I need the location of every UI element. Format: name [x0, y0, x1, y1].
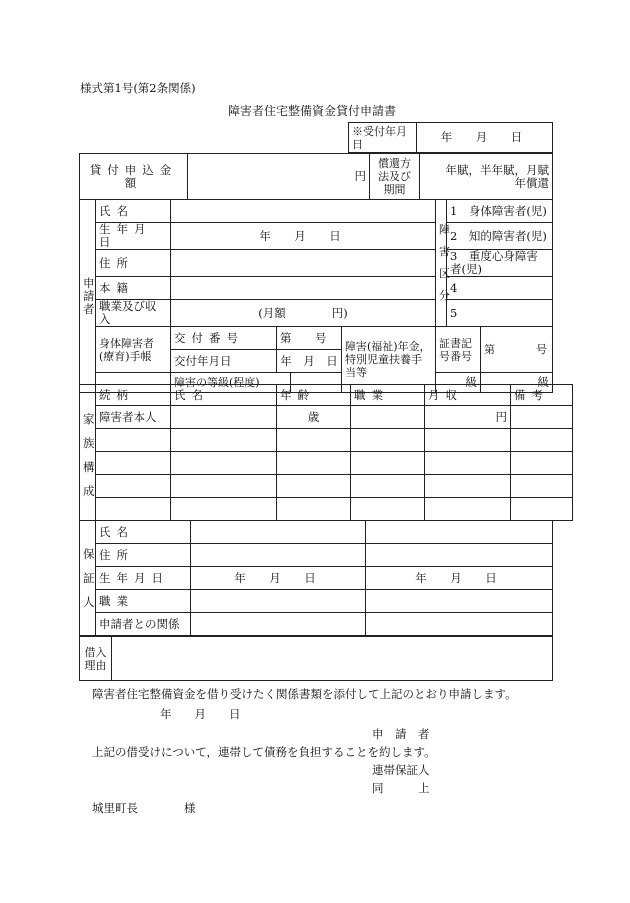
receipt-label: ※受付年月日 — [349, 123, 417, 153]
table-row[interactable] — [96, 429, 171, 452]
guarantor-table — [79, 520, 553, 636]
guarantor-address-field-1[interactable] — [191, 544, 366, 567]
family-header-job: 職業 — [351, 385, 425, 406]
reason-field[interactable] — [112, 637, 553, 681]
issue-date-label: 交付年月日 — [171, 350, 277, 373]
reason-label: 借入理由 — [80, 637, 112, 681]
applicant-honseki-label: 本籍 — [96, 277, 171, 300]
family-header-age: 年齢 — [277, 385, 351, 406]
guarantee-statement: 上記の借受けについて，連帯して債務を負担することを約します。 — [92, 745, 436, 759]
disability-class-1[interactable]: 1 身体障害者(児) — [447, 200, 553, 223]
guarantor-dob-field-1[interactable]: 年 月 日 — [191, 567, 366, 590]
repay-options: 年賦，半年賦，月賦 — [445, 162, 549, 177]
applicant-income-field[interactable]: (月額 円) — [171, 300, 436, 327]
disability-class-label: 障害区分 — [436, 200, 447, 327]
family-header-notes: 備考 — [511, 385, 573, 406]
cert-label: 証書記号番号 — [436, 327, 481, 373]
applicant-table — [79, 199, 553, 393]
form-title: 障害者住宅整備資金貸付申請書 — [228, 104, 397, 118]
disability-class-4[interactable]: 4 — [447, 277, 553, 300]
form-number: 様式第1号(第2条関係) — [80, 81, 196, 95]
applicant-signature-label: 申 請 者 — [372, 727, 430, 741]
family-row-relation[interactable]: 障害者本人 — [96, 406, 171, 429]
table-row[interactable] — [96, 475, 171, 498]
guarantor-job-field-2[interactable] — [366, 590, 553, 613]
guarantor-address-label: 住所 — [96, 544, 191, 567]
disability-class-3[interactable]: 3 重度心身障害者(児) — [447, 250, 553, 277]
issue-no-field[interactable]: 第 号 — [277, 327, 342, 350]
applicant-job-income-label: 職業及び収入 — [96, 300, 171, 327]
application-statement: 障害者住宅整備資金を借り受けたく関係書類を添付して上記のとおり申請します。 — [92, 687, 517, 701]
cert-field[interactable]: 第 号 — [481, 327, 553, 373]
family-row-name[interactable] — [171, 406, 277, 429]
repay-suffix: 年償還 — [514, 175, 549, 190]
applicant-dob-field[interactable]: 年 月 日 — [171, 223, 436, 250]
guarantor-relation-label: 申請者との関係 — [96, 613, 191, 636]
guarantor-section-label: 保証人 — [80, 521, 96, 636]
reason-table — [79, 636, 553, 681]
applicant-name-label: 氏名 — [96, 200, 171, 223]
applicant-dob-label: 生年月日 — [96, 223, 171, 250]
guarantor-address-field-2[interactable] — [366, 544, 553, 567]
guarantor-dob-label: 生年月日 — [96, 567, 191, 590]
grade-label: 障害の等級(程度) — [171, 373, 291, 393]
family-row-job[interactable] — [351, 406, 425, 429]
same-address-label: 同 上 — [372, 781, 430, 795]
issue-no-label: 交付番号 — [171, 327, 277, 350]
family-row-age[interactable]: 歳 — [277, 406, 351, 429]
family-header-relation: 続柄 — [96, 385, 171, 406]
grade-unit[interactable]: 級 — [436, 373, 481, 393]
table-row[interactable] — [96, 498, 171, 521]
applicant-address-field[interactable] — [171, 250, 436, 277]
guarantor-relation-field-2[interactable] — [366, 613, 553, 636]
disability-class-5[interactable]: 5 — [447, 300, 553, 327]
guarantor-job-field-1[interactable] — [191, 590, 366, 613]
guarantor-dob-field-2[interactable]: 年 月 日 — [366, 567, 553, 590]
repay-label: 償還方法及び期間 — [370, 154, 420, 200]
guarantor-name-field-2[interactable] — [366, 521, 553, 544]
receipt-date[interactable]: 年 月 日 — [417, 123, 553, 153]
application-date[interactable]: 年 月 日 — [160, 707, 241, 721]
family-row-income[interactable]: 円 — [425, 406, 511, 429]
handbook-label: 身体障害者(療育)手帳 — [96, 327, 171, 373]
guarantor-job-label: 職業 — [96, 590, 191, 613]
receipt-table — [348, 122, 553, 153]
loan-amount-label: 貸付申込金額 — [80, 154, 188, 200]
pension-grade-unit[interactable]: 級 — [481, 373, 553, 393]
applicant-honseki-field[interactable] — [171, 277, 436, 300]
disability-class-2[interactable]: 2 知的障害者(児) — [447, 223, 553, 250]
guarantor-name-field-1[interactable] — [191, 521, 366, 544]
family-header-income: 月収 — [425, 385, 511, 406]
family-header-name: 氏名 — [171, 385, 277, 406]
addressee: 城里町長 様 — [92, 801, 196, 815]
family-section-label: 家族構成 — [80, 385, 96, 521]
issue-date-field[interactable]: 年 月 日 — [277, 350, 342, 373]
repay-field[interactable] — [420, 154, 553, 200]
guarantor-name-label: 氏名 — [96, 521, 191, 544]
family-table — [79, 384, 573, 521]
applicant-section-label: 申請者 — [80, 200, 96, 393]
guarantor-signature-label: 連帯保証人 — [372, 763, 430, 777]
table-row[interactable] — [96, 452, 171, 475]
applicant-address-label: 住所 — [96, 250, 171, 277]
pension-label: 障害(福祉)年金，特別児童扶養手当等 — [342, 327, 436, 393]
family-row-notes[interactable] — [511, 406, 573, 429]
loan-table — [79, 153, 553, 200]
applicant-name-field[interactable] — [171, 200, 436, 223]
loan-amount-unit[interactable]: 円 — [188, 154, 370, 200]
guarantor-relation-field-1[interactable] — [191, 613, 366, 636]
